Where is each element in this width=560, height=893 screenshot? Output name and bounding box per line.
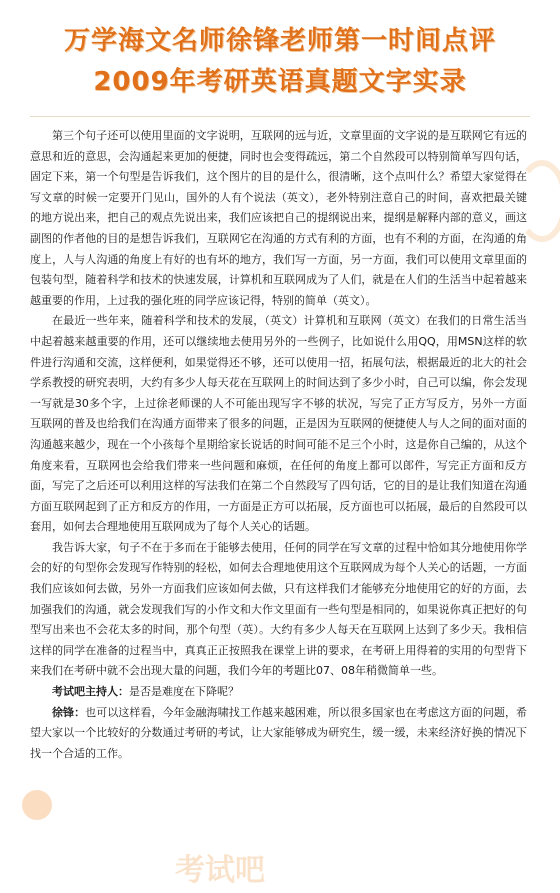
article-body <box>30 126 527 764</box>
paragraph-2: 在最近一些年来，随着科学和技术的发展，（英文）计算机和互联网（英文）在我们的日常生活当中起着越来越重要的作用，还可以继续地去使用另外的一些例子，比如说什么用QQ，用MSN这样的软件进行沟通和交流，这样便利，如果觉得还不够，还可以使用一招，拓展句法，根据最近的北大的社会学系教授的研究表明，大约有多少人每天花在互联网上的时间达到了多少小时，自己可以编，你会发现一写就是30多个字，上过徐老师课的人不可能出现写字不够的状况，写完了正方写反方，另外一方面互联网的普及也给我们在沟通方面带来了很多的问题，正是因为互联网的便捷使人与人之间的面对面的沟通越来越少，现在一个小孩每个星期给家长说话的时间可能不足三个小时，这是你自己编的，从这个角度来看，互联网也会给我们带来一些问题和麻烦，在任何的角度上都可以郎件，写完正方面和反方面，写完了之后还可以利用这样的写法我们在第二个自然段写了四句话，它的目的是让我们知道在沟通方面互联网起到了正方和反方的作用，一方面是正方可以拓展，反方面也可以拓展，最后的自然段可以套用，如何去合理地使用互联网成为了每个人关心的话题。 <box>30 314 527 534</box>
dialog-teacher-speaker: 徐锋： <box>52 705 86 719</box>
page-title-line1: 万学海文名师徐锋老师第一时间点评 <box>63 26 496 56</box>
title-divider <box>30 116 530 117</box>
paragraph-3: 我告诉大家，句子不在于多而在于能够去使用，任何的同学在写文章的过程中恰如其分地使用你学会的好的句型你会发现写作特别的轻松，如何去合理地使用这个互联网成为每个人关心的话题，一方面我们应该如何去做，另外一方面我们应该如何去做，只有这样我们才能够充分地使用它的好的方面，去加强我们的沟通，就会发现我们写的小作文和大作文里面有一些句型是相同的，如果说你真正把好的句型写出来也不会花太多的时间，那个句型（英）。大约有多少人每天在互联网上达到了多少天。我相信这样的同学在准备的过程当中，真真正正按照我在课堂上讲的要求，在考研上用得着的实用的句型背下来我们在考研中就不会出现大量的问题，我们今年的考题比07、08年稍微简单一些。 <box>30 540 527 678</box>
dialog-host-speaker: 考试吧主持人： <box>52 685 129 699</box>
paragraph-1: 第三个句子还可以使用里面的文字说明，互联网的远与近，文章里面的文字说的是互联网它有远的意思和近的意思，会沟通起来更加的便捷，同时也会变得疏远，第二个自然段可以特别简单写四句话，固定下来，第一个句型是告诉我们，这个图片的目的是什么，很清晰，这个点叫什么？希望大家觉得在写文章的时候一定要开门见山，国外的人有个说法（英文），老外特别注意自己的时间，喜欢把最关键的地方说出来，把自己的观点先说出来，我们应该把自己的提纲说出来，提纲是解释内部的意义，画这副图的作者他的目的是想告诉我们，互联网它在沟通的方式有利的方面，也有不利的方面，在沟通的角度上，人与人沟通的角度上有好的也有坏的地方，我们写一方面，另一方面，我们可以使用文章里面的包装句型，随着科学和技术的快速发展，计算机和互联网成为了人们，就是在人们的生活当中起着越来越重要的作用，上过我的强化班的同学应该记得，特别的简单（英文）。 <box>30 129 527 307</box>
page-title-line2: 2009年考研英语真题文字实录 <box>93 67 467 97</box>
watermark-bottom-logo-icon: 考试吧 <box>175 853 265 888</box>
dialog-host <box>30 682 527 703</box>
dialog-host-text: 是否是难度在下降呢？ <box>129 685 239 699</box>
dialog-teacher <box>30 703 527 765</box>
watermark-dot-icon <box>22 790 52 820</box>
dialog-teacher-text: 也可以这样看，今年金融海啸找工作越来越困难，所以很多国家也在考虑这方面的问题，希望大家以一个比较好的分数通过考研的考试，让大家能够成为研究生，缓一缓，未来经济好换的情况下找一个合适的工作。 <box>30 705 528 760</box>
